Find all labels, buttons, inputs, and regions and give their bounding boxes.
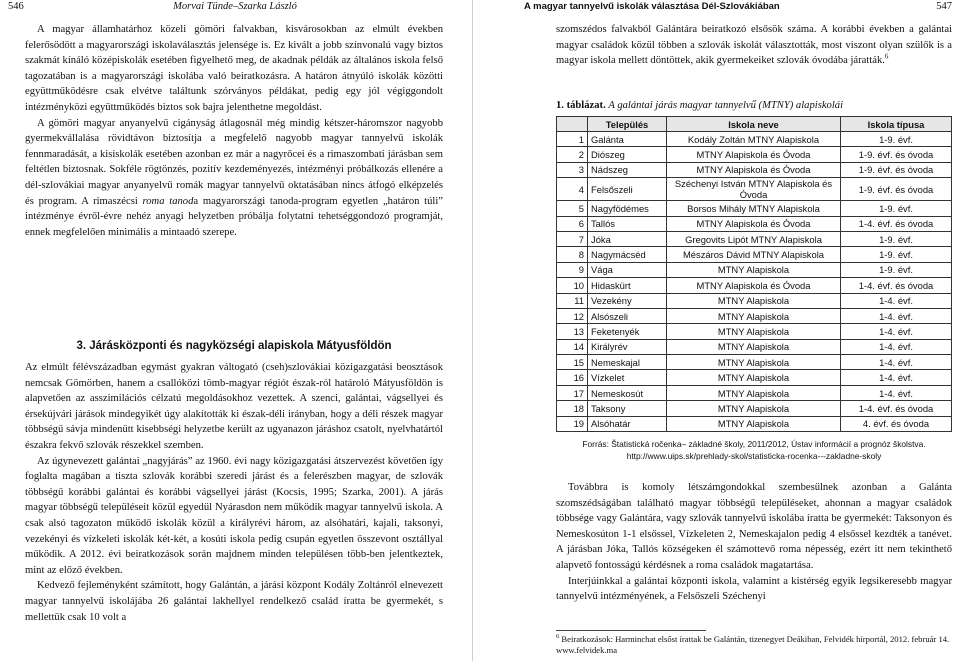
school-type-cell: 1-4. évf. (841, 339, 952, 354)
body-text-bottom (556, 480, 952, 605)
left-page (0, 0, 473, 661)
school-type-cell: 1-9. évf. (841, 201, 952, 216)
section-heading: 3. Járásközponti és nagyközségi alapiskola Mátyusföldön (76, 340, 392, 352)
settlement-cell: Feketenyék (588, 324, 667, 339)
paragraph: Az úgynevezett galántai „nagyjárás” az 1960. évi nagy közigazgatási átszervezést követően így foglalta magában a tiszta szlovák korábbi szeredi járást és a felerészben magyar, de szlovák többségű korábbi galántai és korábbi vágsellyei járást (Kocsis, 1995; Szarka, 2001). A járás magyar többségű településeit közül egyedül Nyárasdon nem működik magyar tannyelvű iskola. A csak alsó tagozaton működő iskolák közül a királyrévi három, az alsóhatári, kajali, taksonyi, vezekényi és vízkeleti iskolák két-két, a kosúti iskola pedig csupán egyetlen összevont osztállyal működik. A 2012. évi beiratkozások során majdnem minden településen több-ben jelentkeztek, mint az előző években. (25, 455, 443, 576)
table-row (557, 178, 952, 201)
row-index-cell: 17 (557, 385, 588, 400)
table-row (557, 201, 952, 216)
table-row (557, 231, 952, 246)
body-text-top (556, 22, 952, 69)
row-index-cell: 11 (557, 293, 588, 308)
row-index-cell: 2 (557, 147, 588, 162)
row-index-cell: 18 (557, 401, 588, 416)
row-index-cell: 4 (557, 178, 588, 201)
footnote-rule (556, 630, 706, 631)
school-name-cell: MTNY Alapiskola és Óvoda (667, 216, 841, 231)
table-row (557, 370, 952, 385)
table-source: Forrás: Štatistická ročenka– základné školy, 2011/2012, Ústav informácií a prognóz školstva. http://www.uips.sk/prehlady-skol/statisticka-rocenka---zakladne-skoly (556, 439, 952, 462)
school-type-cell: 1-9. évf. és óvoda (841, 178, 952, 201)
row-index-cell: 10 (557, 278, 588, 293)
table-caption: 1. táblázat. A galántai járás magyar tannyelvű (MTNY) alapiskolái (556, 100, 844, 111)
row-index-cell: 3 (557, 162, 588, 177)
table-row (557, 324, 952, 339)
table-header-row (557, 117, 952, 132)
row-index-cell: 6 (557, 216, 588, 231)
column-header: Iskola típusa (841, 117, 952, 132)
school-name-cell: MTNY Alapiskola (667, 401, 841, 416)
school-name-cell: MTNY Alapiskola (667, 416, 841, 431)
footnote: $^6$ Beiratkozások: Harminchat elsőst írattak be Galántán, tizenegyet Deákiban, Felvidék hírportál, 2012. február 14. www.felvidek.ma (556, 633, 950, 655)
table-row (557, 147, 952, 162)
table-row (557, 355, 952, 370)
school-type-cell: 1-4. évf. és óvoda (841, 216, 952, 231)
paragraph: Kedvező fejleményként számított, hogy Galántán, a járási központ Kodály Zoltánról elnevezett magyar tannyelvű iskolájába 26 galántai lakhellyel rendelkező család íratta be gyermekét, s mellettük csak 10 volt a (25, 580, 443, 623)
school-type-cell: 1-4. évf. és óvoda (841, 278, 952, 293)
school-name-cell: MTNY Alapiskola és Óvoda (667, 147, 841, 162)
left-page-header (8, 0, 462, 15)
school-type-cell: 1-4. évf. (841, 385, 952, 400)
school-name-cell: MTNY Alapiskola (667, 262, 841, 277)
row-index-cell: 1 (557, 132, 588, 147)
table-row (557, 293, 952, 308)
school-name-cell: MTNY Alapiskola (667, 339, 841, 354)
school-type-cell: 1-4. évf. (841, 355, 952, 370)
page-number: 546 (8, 1, 24, 12)
paragraph: Interjúinkkal a galántai központi iskola, valamint a kistérség egyik legsikeresebb magyar tannyelvű intézményének, a Felsőszeli Széchenyi (556, 575, 952, 603)
table-row (557, 278, 952, 293)
paragraph: szomszédos falvakból Galántára beiratkozó elsősök száma. A korábbi években a galántai magyar családok közül többen a szlovák iskolát választották, most viszont olyan szülők is a magyar iskola mellett döntöttek, akik gyermekeiket szlovák óvodába járatták.$^6$ (556, 24, 952, 67)
settlement-cell: Nemeskosút (588, 385, 667, 400)
settlement-cell: Vezekény (588, 293, 667, 308)
settlement-cell: Hidaskürt (588, 278, 667, 293)
school-type-cell: 1-9. évf. (841, 231, 952, 246)
school-type-cell: 4. évf. és óvoda (841, 416, 952, 431)
school-type-cell: 1-9. évf. (841, 132, 952, 147)
table-row (557, 216, 952, 231)
school-name-cell: MTNY Alapiskola és Óvoda (667, 278, 841, 293)
body-text-bottom (25, 360, 443, 625)
settlement-cell: Királyrév (588, 339, 667, 354)
running-head: Morvai Tünde–Szarka László (173, 1, 297, 12)
table-row (557, 385, 952, 400)
school-type-cell: 1-4. évf. (841, 370, 952, 385)
running-head: A magyar tannyelvű iskolák választása Dél-Szlovákiában (524, 1, 780, 12)
right-page (476, 0, 960, 661)
school-type-cell: 1-9. évf. (841, 247, 952, 262)
table-row (557, 401, 952, 416)
row-index-cell: 19 (557, 416, 588, 431)
school-name-cell: MTNY Alapiskola (667, 385, 841, 400)
school-type-cell: 1-4. évf. (841, 324, 952, 339)
school-type-cell: 1-4. évf. (841, 293, 952, 308)
settlement-cell: Diószeg (588, 147, 667, 162)
row-index-cell: 12 (557, 308, 588, 323)
source-link[interactable]: http://www.uips.sk/prehlady-skol/statisticka-rocenka---zakladne-skoly (626, 450, 882, 461)
settlement-cell: Felsőszeli (588, 178, 667, 201)
table-row (557, 416, 952, 431)
body-text-top (25, 22, 443, 240)
school-type-cell: 1-9. évf. és óvoda (841, 162, 952, 177)
school-name-cell: Borsos Mihály MTNY Alapiskola (667, 201, 841, 216)
school-name-cell: MTNY Alapiskola (667, 355, 841, 370)
settlement-cell: Vága (588, 262, 667, 277)
paragraph: A gömöri magyar anyanyelvű cigányság átlagosnál még mindig kétszer-háromszor nagyobb gyermekvállalása rövidtávon biztosítja a megfelelő nagyobb magyar tannyelvű iskolák fennmaradását, a kisiskolák esetében azonban ez már a nagyrőcei és a rimaszombati járásban sem feltétlen biztosnak. Sokféle rögtönzés, pozitív kezdeményezés, intézményi próbálkozás ellenére a dél-szlovákiai magyar anyanyelvű romák magyar tannyelvű oktatásában nincs átfogó elképzelés és program. A rimaszécsi roma tanoda magyarországi tanoda-program egyetlen „határon túli” intézménye évről-évre nehéz anyagi helyzetben próbálja folytatni tehetséggondozó programját, ennek megfelelően minimális a mintaadó szerepe. (25, 117, 443, 238)
settlement-cell: Nádszeg (588, 162, 667, 177)
table-row (557, 262, 952, 277)
school-name-cell: MTNY Alapiskola (667, 293, 841, 308)
settlement-cell: Nagyfödémes (588, 201, 667, 216)
school-type-cell: 1-4. évf. és óvoda (841, 401, 952, 416)
settlement-cell: Jóka (588, 231, 667, 246)
paragraph: A magyar államhatárhoz közeli gömöri falvakban, kisvárosokban az elmúlt években felerősödött a magyarországi iskolaválasztás jelensége is. Ez kivált a jobb színvonalú vagy biztos szakmát kínáló középiskolák esetében figyelhető meg, de akadnak példák az általános iskola felső tagozatában is a magyarországi iskolába való beiratkozásra. A határon átnyúló iskolák közötti együttműködésre csak elvétve találtunk szórványos példákat, pedig egy jól végiggondolt intézményközi együttműködés biztos sok bajra jelenthetne megoldást. (25, 24, 443, 113)
settlement-cell: Alsószeli (588, 308, 667, 323)
settlement-cell: Nemeskajal (588, 355, 667, 370)
column-header: Iskola neve (667, 117, 841, 132)
settlement-cell: Galánta (588, 132, 667, 147)
row-index-cell: 9 (557, 262, 588, 277)
school-name-cell: Kodály Zoltán MTNY Alapiskola (667, 132, 841, 147)
school-name-cell: MTNY Alapiskola (667, 370, 841, 385)
school-type-cell: 1-9. évf. (841, 262, 952, 277)
school-name-cell: MTNY Alapiskola (667, 324, 841, 339)
paragraph: Az elmúlt félévszázadban egymást gyakran váltogató (cseh)szlovákiai közigazgatási beosztások nemcsak Gömörben, hanem a csallóközi tömb-magyar régiót észak-ról határoló Mátyusföldön is alapvetően az asszimilációs célzatú megoldásokhoz vezettek. A szenci, galántai, vágsellyei és érsekújvári járások mindegyikét úgy alakították ki észak-déli irányban, hogy a déli részek magyar többségű sávja mindenütt kisebbségi helyzetbe került az ugyanazon járáshoz csatolt, nyelvhatártól északra fekvő szlovák részekkel szemben. (25, 362, 443, 451)
paragraph: Továbbra is komoly létszámgondokkal szembesülnek azonban a Galánta szomszédságában található magyar többségű településeket, ahonnan a magyar családok többsége vagy Galántára, vagy szlovák tannyelvű iskolába íratta be gyermekét: Taksonyon és Nemeskosúton 1-1 elsőssel, Vízkeleten 2, Nemeskajalon pedig 4 elsőssel kezdték a tanévet. A járásban Jóka, Tallós községeken él számottevő roma népesség, ezért itt nem tekinthető alapvető fontosságú kérdésnek a roma családok magatartása. (556, 482, 952, 571)
column-header: Település (588, 117, 667, 132)
row-index-cell: 15 (557, 355, 588, 370)
settlement-cell: Tallós (588, 216, 667, 231)
row-index-cell: 14 (557, 339, 588, 354)
table-row (557, 247, 952, 262)
footnote-ref[interactable]: 6 (884, 52, 889, 61)
school-type-cell: 1-4. évf. (841, 308, 952, 323)
settlement-cell: Taksony (588, 401, 667, 416)
index-column-header (557, 117, 588, 132)
table-row (557, 162, 952, 177)
school-type-cell: 1-9. évf. és óvoda (841, 147, 952, 162)
row-index-cell: 8 (557, 247, 588, 262)
row-index-cell: 13 (557, 324, 588, 339)
school-name-cell: MTNY Alapiskola (667, 308, 841, 323)
table-row (557, 132, 952, 147)
school-name-cell: Gregovits Lipót MTNY Alapiskola (667, 231, 841, 246)
schools-table (556, 116, 952, 432)
right-page-header (524, 0, 952, 15)
row-index-cell: 7 (557, 231, 588, 246)
school-name-cell: MTNY Alapiskola és Óvoda (667, 162, 841, 177)
settlement-cell: Alsóhatár (588, 416, 667, 431)
school-name-cell: Mészáros Dávid MTNY Alapiskola (667, 247, 841, 262)
row-index-cell: 16 (557, 370, 588, 385)
row-index-cell: 5 (557, 201, 588, 216)
table-row (557, 339, 952, 354)
footnote-number: 6 (556, 633, 560, 641)
settlement-cell: Nagymácséd (588, 247, 667, 262)
table-row (557, 308, 952, 323)
settlement-cell: Vízkelet (588, 370, 667, 385)
school-name-cell: Széchenyi István MTNY Alapiskola és Óvoda (667, 178, 841, 201)
page-number: 547 (936, 1, 952, 12)
